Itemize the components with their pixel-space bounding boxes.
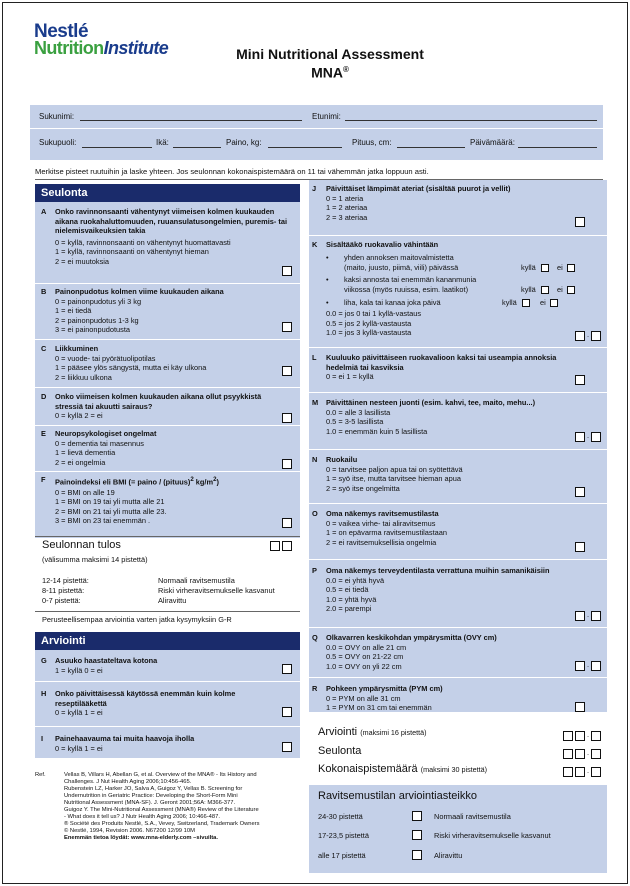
checkbox-k-int[interactable] xyxy=(575,331,585,341)
total-seulonta-box-2[interactable] xyxy=(575,749,585,759)
decimal-point: . xyxy=(587,330,590,339)
checkbox-a[interactable] xyxy=(282,266,292,276)
scale-1-range: 24-30 pistettä xyxy=(318,812,363,821)
scale-3-checkbox[interactable] xyxy=(412,850,422,860)
sex-field[interactable] xyxy=(82,147,152,148)
nutrition-institute-logo: NutritionInstitute xyxy=(34,38,169,58)
k1-yes-checkbox[interactable] xyxy=(541,264,549,272)
checkbox-d[interactable] xyxy=(282,413,292,423)
checkbox-j[interactable] xyxy=(575,217,585,227)
screening-result-subtitle: (välisumma maksimi 14 pistettä) xyxy=(42,555,148,564)
date-field[interactable] xyxy=(518,147,597,148)
checkbox-m-dec[interactable] xyxy=(591,432,601,442)
total-seulonta: Seulonta xyxy=(318,745,362,757)
k2-yes-checkbox[interactable] xyxy=(541,286,549,294)
checkbox-e[interactable] xyxy=(282,459,292,469)
k3-no-checkbox[interactable] xyxy=(550,299,558,307)
checkbox-f[interactable] xyxy=(282,518,292,528)
surname-label: Sukunimi: xyxy=(39,112,75,121)
scale-1-checkbox[interactable] xyxy=(412,811,422,821)
scale-2-result: Riski virheravitsemukselle kasvanut xyxy=(434,831,551,840)
decimal-point: . xyxy=(587,660,590,669)
age-label: Ikä: xyxy=(156,138,169,147)
weight-field[interactable] xyxy=(268,147,342,148)
checkbox-q-dec[interactable] xyxy=(591,661,601,671)
checkbox-r[interactable] xyxy=(575,702,585,712)
k2-yes-label: kyllä xyxy=(521,285,536,294)
nestle-logo: Nestlé xyxy=(34,21,89,42)
scale-1-result: Normaali ravitsemustila xyxy=(434,812,511,821)
height-label: Pituus, cm: xyxy=(352,138,392,147)
ref-label: Ref. xyxy=(35,772,46,778)
decimal-point: . xyxy=(587,748,590,757)
decimal-point: . xyxy=(587,730,590,739)
k1-no-checkbox[interactable] xyxy=(567,264,575,272)
checkbox-m-int[interactable] xyxy=(575,432,585,442)
screening-total-box-1[interactable] xyxy=(270,541,280,551)
firstname-field[interactable] xyxy=(345,120,597,121)
screening-result-title: Seulonnan tulos xyxy=(42,539,121,551)
date-label: Päivämäärä: xyxy=(470,138,515,147)
range-3-result: Aliravittu xyxy=(158,596,187,605)
checkbox-k-dec[interactable] xyxy=(591,331,601,341)
k1-no-label: ei xyxy=(557,263,563,272)
height-field[interactable] xyxy=(397,147,465,148)
k1-yes-label: kyllä xyxy=(521,263,536,272)
k2-no-checkbox[interactable] xyxy=(567,286,575,294)
screening-total-box-2[interactable] xyxy=(282,541,292,551)
checkbox-h[interactable] xyxy=(282,707,292,717)
range-1-label: 12-14 pistettä: xyxy=(42,576,89,585)
checkbox-i[interactable] xyxy=(282,742,292,752)
decimal-point: . xyxy=(587,766,590,775)
checkbox-n[interactable] xyxy=(575,487,585,497)
page-title: Mini Nutritional Assessment MNA® xyxy=(236,46,424,81)
checkbox-p-dec[interactable] xyxy=(591,611,601,621)
k3-yes-label: kyllä xyxy=(502,298,517,307)
checkbox-o[interactable] xyxy=(575,542,585,552)
total-arviointi-box-1[interactable] xyxy=(563,731,573,741)
total-seulonta-box-1[interactable] xyxy=(563,749,573,759)
k3-yes-checkbox[interactable] xyxy=(522,299,530,307)
range-2-label: 8-11 pistettä: xyxy=(42,586,85,595)
total-overall-box-3[interactable] xyxy=(591,767,601,777)
scale-3-range: alle 17 pistettä xyxy=(318,851,366,860)
scale-2-checkbox[interactable] xyxy=(412,830,422,840)
patient-info-box xyxy=(30,105,603,160)
total-overall: Kokonaispistemäärä (maksimi 30 pistettä) xyxy=(318,763,488,775)
total-arviointi: Arviointi (maksimi 16 pistettä) xyxy=(318,726,427,738)
range-2-result: Riski virheravitsemukselle kasvanut xyxy=(158,586,275,595)
k-scoring: 0.0 = jos 0 tai 1 kyllä-vastaus 0.5 = jos 2 kyllä-vastausta 1.0 = jos 3 kyllä-vastausta xyxy=(326,309,422,337)
checkbox-g[interactable] xyxy=(282,664,292,674)
references: Vellas B, Villars H, Abellan G, et al. Overview of the MNA® - Its History and Challenges. J Nut Health Aging 2006;10:456-465. Rubenstein LZ, Harker JO, Salva A, Guigoz Y, Vellas B. Screening for Undernutrition in Geriatric Practice: Developing the Short-Form Mini Nutritional Assessment (MNA-SF). J. Geront 2001;56A: M366-377. Guigoz Y. The Mini-Nutritional Assessment (MNA®) Review of the Literature - What does it tell us? J Nutr Health Aging 2006; 10:466-487. ® Société des Produits Nestlé, S.A., Vevey, Switzerland, Trademark Owners © Nestlé, 1994, Revision 2006. N67200 12/99 10M Enemmän tietoa löydät: www.mna-elderly.com –sivuilta. xyxy=(64,772,260,841)
total-overall-box-1[interactable] xyxy=(563,767,573,777)
range-1-result: Normaali ravitsemustila xyxy=(158,576,235,585)
checkbox-p-int[interactable] xyxy=(575,611,585,621)
range-3-label: 0-7 pistettä: xyxy=(42,596,81,605)
total-arviointi-box-3[interactable] xyxy=(591,731,601,741)
k2-no-label: ei xyxy=(557,285,563,294)
k3-no-label: ei xyxy=(540,298,546,307)
section-header-seulonta: Seulonta xyxy=(35,184,300,202)
continue-note: Perusteellisempaa arviointia varten jatka kysymyksiin G-R xyxy=(42,615,232,624)
checkbox-q-int[interactable] xyxy=(575,661,585,671)
instruction-text: Merkitse pisteet ruutuihin ja laske yhteen. Jos seulonnan kokonaispistemäärä on 11 tai vähemmän jatka loppuun asti. xyxy=(35,167,429,176)
scale-2-range: 17-23,5 pistettä xyxy=(318,831,369,840)
firstname-label: Etunimi: xyxy=(312,112,341,121)
checkbox-c[interactable] xyxy=(282,366,292,376)
decimal-point: . xyxy=(587,431,590,440)
decimal-point: . xyxy=(587,610,590,619)
total-overall-box-2[interactable] xyxy=(575,767,585,777)
section-header-arviointi: Arviointi xyxy=(35,632,300,650)
total-arviointi-box-2[interactable] xyxy=(575,731,585,741)
surname-field[interactable] xyxy=(80,120,302,121)
scale-title: Ravitsemustilan arviointiasteikko xyxy=(318,790,477,802)
weight-label: Paino, kg: xyxy=(226,138,262,147)
checkbox-b[interactable] xyxy=(282,322,292,332)
total-seulonta-box-3[interactable] xyxy=(591,749,601,759)
age-field[interactable] xyxy=(173,147,221,148)
sex-label: Sukupuoli: xyxy=(39,138,77,147)
scale-3-result: Aliravittu xyxy=(434,851,463,860)
checkbox-l[interactable] xyxy=(575,375,585,385)
